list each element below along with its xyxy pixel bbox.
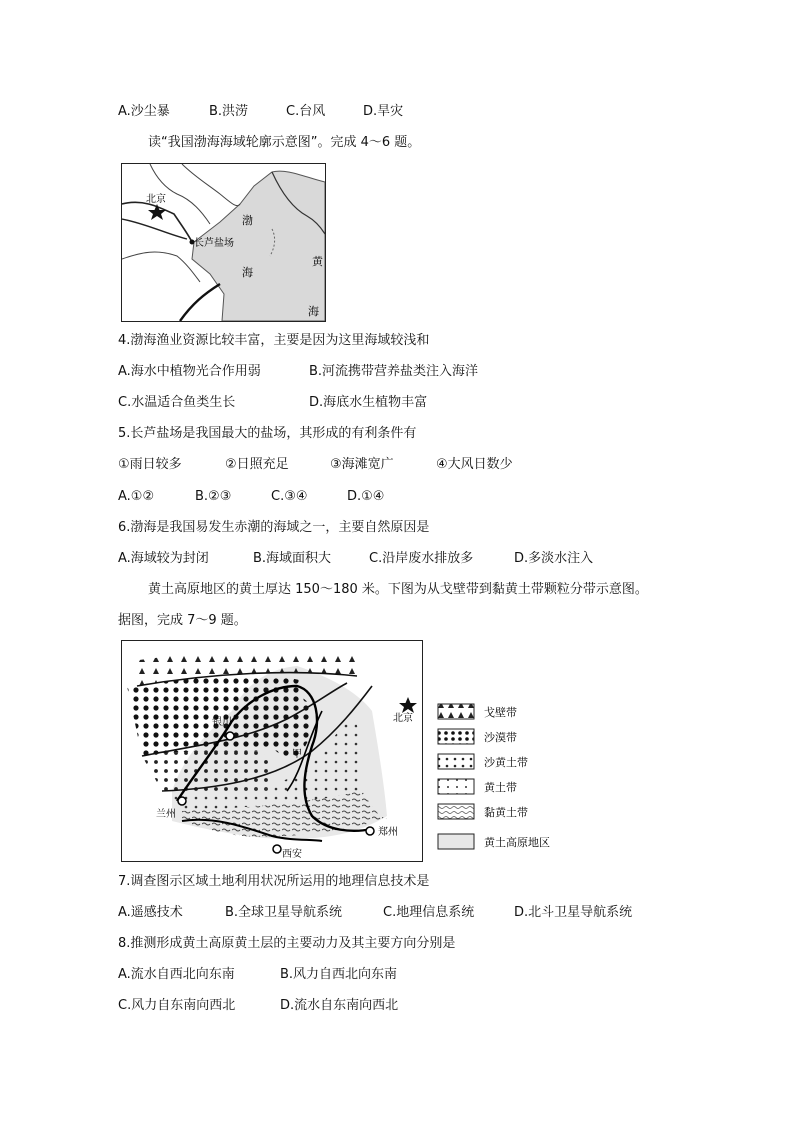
legend-label-loess: 黄土带 (484, 781, 517, 794)
q4-stem: 4.渤海渔业资源比较丰富，主要是因为这里海域较浅和 (118, 333, 430, 348)
legend-label-sandy-loess: 沙黄土带 (484, 756, 528, 769)
q6-option-b: B.海域面积大 (253, 551, 332, 566)
label-beijing: 北京 (393, 713, 413, 724)
loess-zone-svg (122, 641, 422, 861)
label-jia: 甲 (292, 749, 302, 760)
intro-loess-line1: 黄土高原地区的黄土厚达 150～180 米。下图为从戈壁带到黏黄土带颗粒分带示意图。 (148, 582, 648, 597)
label-yinchuan: 银川 (212, 717, 232, 728)
q8-option-a: A.流水自西北向东南 (118, 967, 235, 982)
yinchuan-dot (226, 732, 234, 740)
legend-swatch-clay-loess (438, 804, 474, 819)
label-zhengzhou: 郑州 (378, 827, 398, 838)
q4-option-a: A.海水中植物光合作用弱 (118, 364, 261, 379)
label-changlu: 长芦盐场 (194, 238, 234, 249)
xian-dot (273, 845, 281, 853)
q5-option-d: D.①④ (347, 489, 385, 504)
bohai-map-svg (122, 164, 325, 321)
q5-option-a: A.①② (118, 489, 155, 504)
q6-option-a: A.海域较为封闭 (118, 551, 209, 566)
q5-option-b: B.②③ (195, 489, 232, 504)
legend-swatch-plateau (438, 834, 474, 849)
q5-item-3: ③海滩宽广 (330, 457, 394, 472)
label-huang: 黄 (312, 255, 323, 268)
loess-map-legend (436, 700, 566, 860)
q7-option-a: A.遥感技术 (118, 905, 183, 920)
intro-bohai: 读“我国渤海海域轮廓示意图”。完成 4～6 题。 (148, 135, 421, 150)
q5-stem: 5.长芦盐场是我国最大的盐场，其形成的有利条件有 (118, 426, 417, 441)
q5-item-4: ④大风日数少 (436, 457, 513, 472)
legend-swatch-gobi (438, 704, 474, 719)
legend-label-clay-loess: 黏黄土带 (484, 806, 528, 819)
q3-option-d: D.旱灾 (363, 104, 404, 119)
q8-option-b: B.风力自西北向东南 (280, 967, 398, 982)
boundary-line (122, 219, 187, 239)
q5-item-2: ②日照充足 (225, 457, 289, 472)
legend-swatch-sandy-loess (438, 754, 474, 769)
lanzhou-dot (178, 797, 186, 805)
yellow-river (180, 284, 220, 321)
q3-option-a: A.沙尘暴 (118, 104, 170, 119)
boundary-line (182, 164, 240, 206)
q6-option-c: C.沿岸废水排放多 (369, 551, 474, 566)
q8-option-c: C.风力自东南向西北 (118, 998, 236, 1013)
q7-option-d: D.北斗卫星导航系统 (514, 905, 633, 920)
q8-option-d: D.流水自东南向西北 (280, 998, 399, 1013)
q6-stem: 6.渤海是我国易发生赤潮的海域之一，主要自然原因是 (118, 520, 430, 535)
q5-option-c: C.③④ (271, 489, 308, 504)
legend-label-gobi: 戈壁带 (484, 706, 517, 719)
legend-label-desert: 沙漠带 (484, 731, 517, 744)
legend-label-plateau: 黄土高原地区 (484, 836, 550, 849)
q7-stem: 7.调查图示区域土地利用状况所运用的地理信息技术是 (118, 874, 430, 889)
q4-option-c: C.水温适合鱼类生长 (118, 395, 236, 410)
q7-option-b: B.全球卫星导航系统 (225, 905, 343, 920)
zhengzhou-dot (366, 827, 374, 835)
q6-option-d: D.多淡水注入 (514, 551, 594, 566)
q8-stem: 8.推测形成黄土高原黄土层的主要动力及其主要方向分别是 (118, 936, 456, 951)
q3-option-c: C.台风 (286, 104, 326, 119)
label-beijing: 北京 (146, 194, 166, 205)
beijing-star-icon (399, 697, 417, 713)
q4-option-d: D.海底水生植物丰富 (309, 395, 428, 410)
label-xian: 西安 (282, 849, 302, 860)
label-bo: 渤 (242, 214, 253, 227)
legend-swatch-loess (438, 779, 474, 794)
q7-option-c: C.地理信息系统 (383, 905, 475, 920)
intro-loess-line2: 据图，完成 7～9 题。 (118, 613, 247, 628)
boundary-line (122, 252, 200, 282)
q5-item-1: ①雨日较多 (118, 457, 182, 472)
q4-option-b: B.河流携带营养盐类注入海洋 (309, 364, 479, 379)
legend-swatch-desert (438, 729, 474, 744)
loess-zone-map (121, 640, 423, 862)
beijing-star-icon (148, 204, 166, 220)
bohai-map (121, 163, 326, 322)
label-hai2: 海 (308, 305, 319, 318)
q3-option-b: B.洪涝 (209, 104, 249, 119)
label-hai: 海 (242, 266, 253, 279)
label-lanzhou: 兰州 (156, 809, 176, 820)
